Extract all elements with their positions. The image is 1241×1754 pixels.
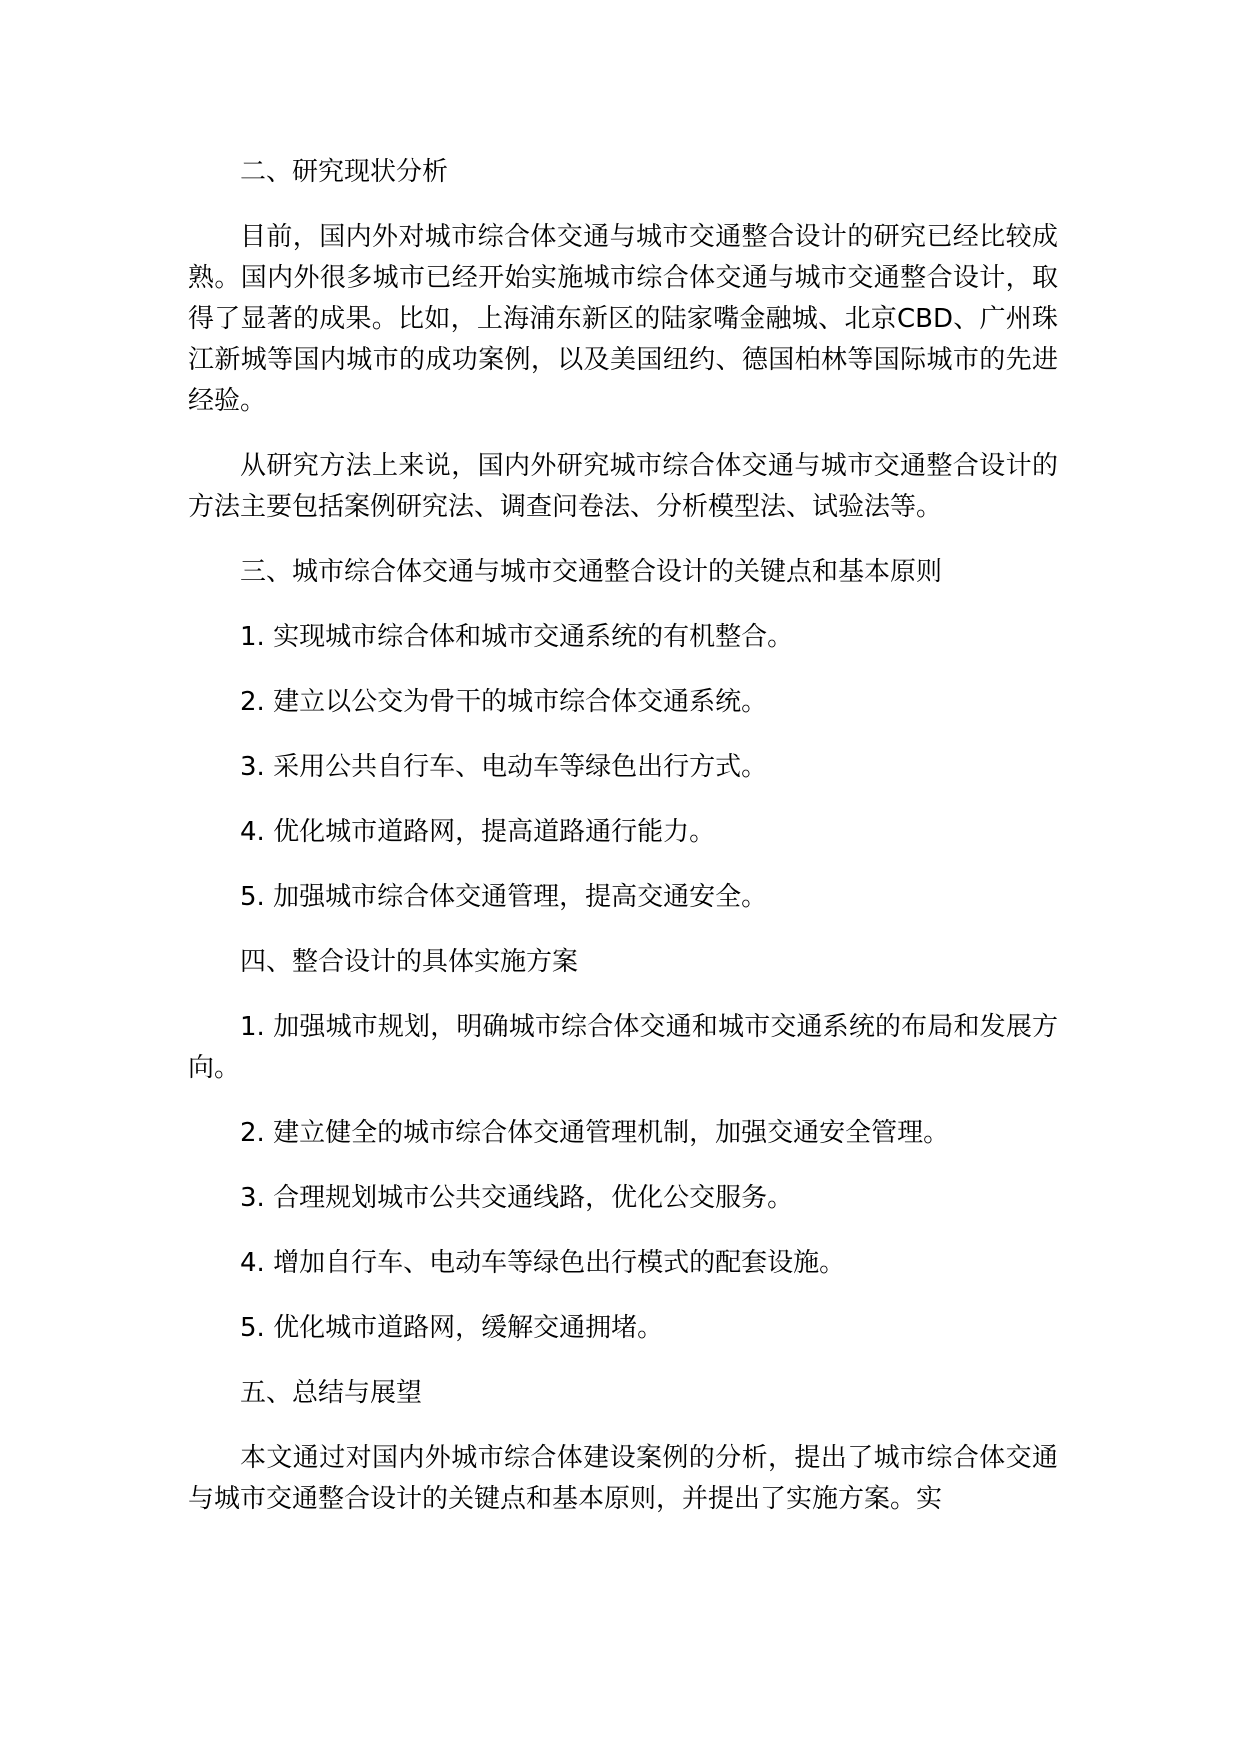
paragraph-summary: 本文通过对国内外城市综合体建设案例的分析，提出了城市综合体交通与城市交通整合设计的关键点和基本原则，并提出了实施方案。实 <box>188 1443 1058 1514</box>
document-body <box>188 152 1058 1544</box>
list-item-implementation-4: 4. 增加自行车、电动车等绿色出行模式的配套设施。 <box>240 1248 846 1278</box>
list-item-key-point-5: 5. 加强城市综合体交通管理，提高交通安全。 <box>240 882 768 912</box>
list-item-key-point-4: 4. 优化城市道路网，提高道路通行能力。 <box>240 817 716 847</box>
list-item-implementation-5: 5. 优化城市道路网，缓解交通拥堵。 <box>240 1313 664 1343</box>
list-item-implementation-3: 3. 合理规划城市公共交通线路，优化公交服务。 <box>240 1183 794 1213</box>
section-heading-key-points: 三、城市综合体交通与城市交通整合设计的关键点和基本原则 <box>240 557 943 587</box>
list-item-implementation-1: 1. 加强城市规划，明确城市综合体交通和城市交通系统的布局和发展方向。 <box>188 1012 1058 1083</box>
paragraph-research-status: 目前，国内外对城市综合体交通与城市交通整合设计的研究已经比较成熟。国内外很多城市已经开始实施城市综合体交通与城市交通整合设计，取得了显著的成果。比如，上海浦东新区的陆家嘴金融城、北京CBD、广州珠江新城等国内城市的成功案例，以及美国纽约、德国柏林等国际城市的先进经验。 <box>188 222 1058 416</box>
list-item-key-point-2: 2. 建立以公交为骨干的城市综合体交通系统。 <box>240 687 768 717</box>
list-item-key-point-3: 3. 采用公共自行车、电动车等绿色出行方式。 <box>240 752 768 782</box>
paragraph-research-methods: 从研究方法上来说，国内外研究城市综合体交通与城市交通整合设计的方法主要包括案例研究法、调查问卷法、分析模型法、试验法等。 <box>188 451 1058 522</box>
section-heading-summary: 五、总结与展望 <box>240 1378 423 1408</box>
section-heading-research-status: 二、研究现状分析 <box>240 157 449 187</box>
list-item-implementation-2: 2. 建立健全的城市综合体交通管理机制，加强交通安全管理。 <box>240 1118 950 1148</box>
list-item-key-point-1: 1. 实现城市综合体和城市交通系统的有机整合。 <box>240 622 794 652</box>
section-heading-implementation: 四、整合设计的具体实施方案 <box>240 947 579 977</box>
